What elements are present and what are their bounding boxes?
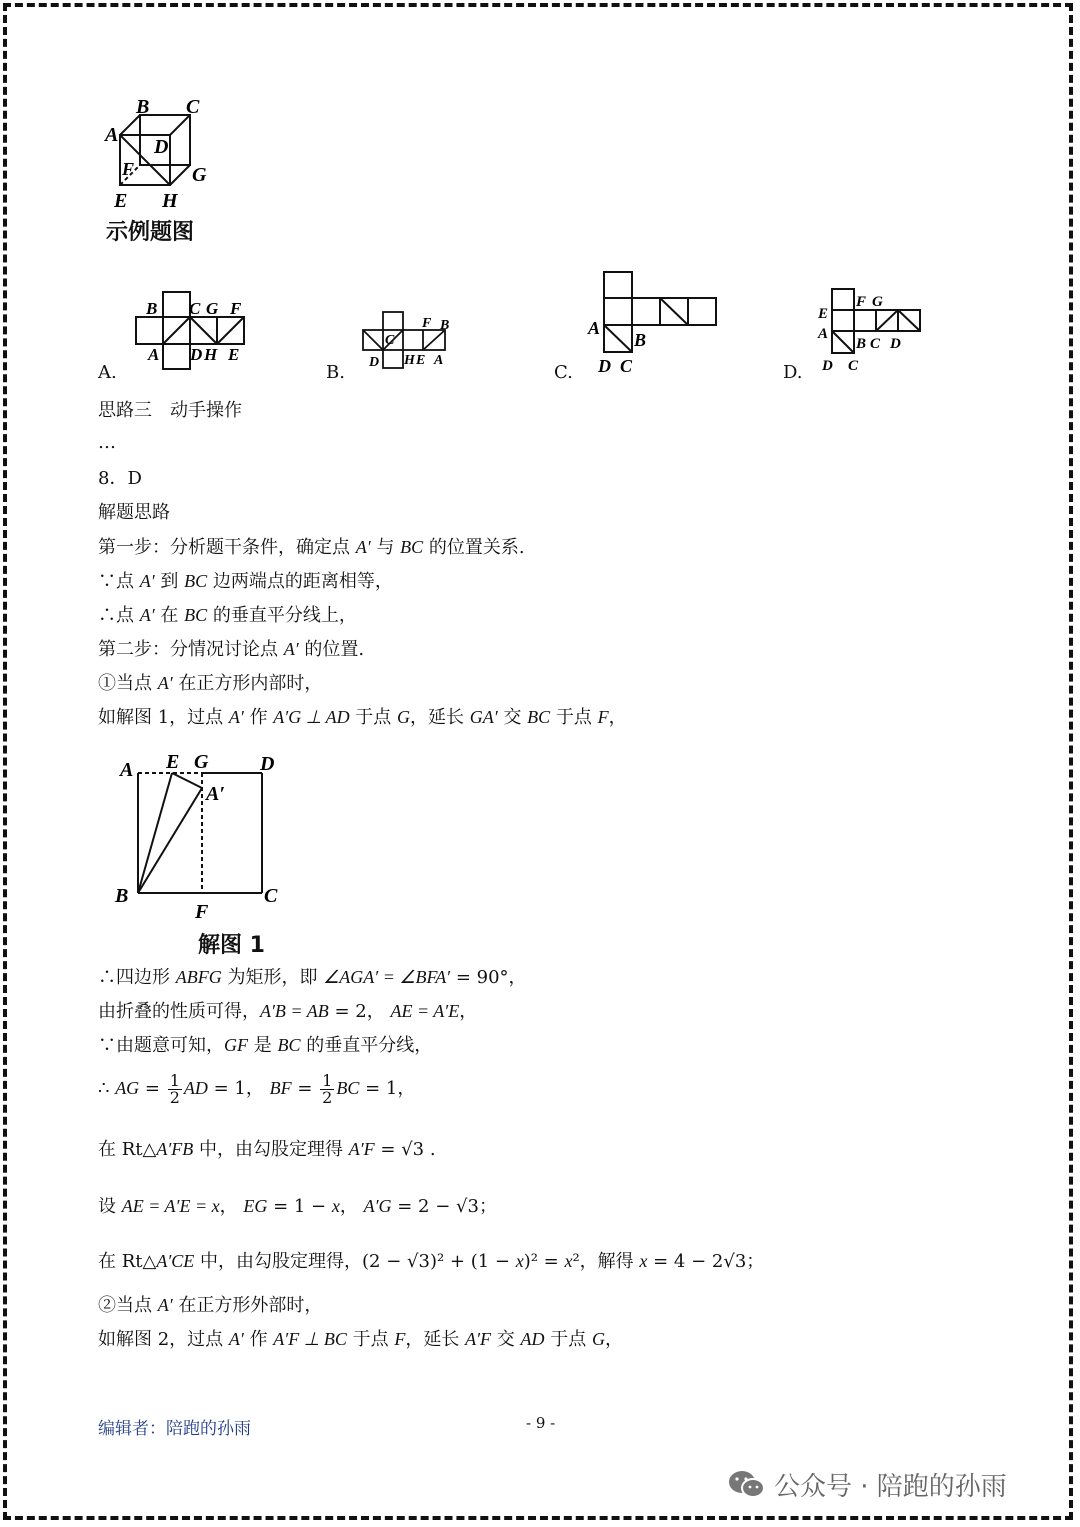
option-d-net [814,286,929,376]
net-d-label-c: C [870,336,881,352]
option-a-label: A. [98,362,117,383]
net-a-label-e: E [228,345,240,364]
cube-label-a: A [105,124,119,146]
fold-property-line: 由折叠的性质可得，A′B = AB = 2， AE = A′E， [98,1001,478,1022]
therefore-line: ∴点 A′ 在 BC 的垂直平分线上， [98,605,357,626]
option-c-label: C. [554,362,573,383]
net-d-label-e: E [818,306,829,322]
case1-line: ①当点 A′ 在正方形内部时， [98,673,323,694]
construction1-line: 如解图 1，过点 A′ 作 A′G ⊥ AD 于点 G，延长 GA′ 交 BC 于点 F， [98,707,627,728]
watermark-text: 公众号 · 陪跑的孙雨 [774,1472,1007,1502]
fig1-label-a-prime: A′ [206,783,225,805]
bisector-line: ∵由题意可知，GF 是 BC 的垂直平分线， [98,1035,433,1056]
net-b-label-c: C [385,333,395,348]
net-d-label-d2: D [890,336,901,352]
wechat-icon [728,1469,766,1501]
net-a-label-g: G [206,299,219,318]
fraction-half-1: $\frac{1}{2}$ [169,1070,180,1107]
fig1-caption: 解图 1 [198,933,265,958]
let-x-line: 设 AE = A′E = x， EG = 1 − x， A′G = 2 − √3； [98,1196,497,1217]
net-a-label-f: F [230,299,242,318]
net-c-label-c: C [620,356,633,376]
fraction-half-2: $\frac{1}{2}$ [322,1070,333,1107]
fig1-label-a: A [120,759,134,781]
option-b-label: B. [326,362,345,383]
step2-line: 第二步：分情况讨论点 A′ 的位置. [98,639,365,660]
net-a-label-c: C [189,299,201,318]
net-a-label-d: D [190,345,203,364]
pythagoras-line-2: 在 Rt△A′CE 中，由勾股定理得，(2 − √3)² + (1 − x)² = x²，解得 x = 4 − 2√3； [98,1251,765,1272]
example-caption: 示例题图 [106,220,195,245]
page-number: - 9 - [526,1414,556,1432]
solution-figure-1 [110,748,290,923]
fig1-label-c: C [264,885,278,907]
fig1-label-d: D [260,753,275,775]
fig1-label-e: E [166,751,180,773]
fig1-label-b: B [115,885,129,907]
net-d-label-g: G [872,294,883,310]
net-a-label-h: H [204,345,218,364]
step1-line: 第一步：分析题干条件，确定点 A′ 与 BC 的位置关系. [98,537,525,558]
cube-label-g: G [192,164,207,186]
net-d-label-d: D [822,358,833,374]
cube-label-f: F [122,159,135,179]
fig1-label-f: F [195,901,209,923]
net-b-label-d: D [369,355,380,370]
half-length-line: ∴ AG = $\frac{1}{2}$ AD = 1， BF = $\frac{1}{2}$ BC = 1， [98,1070,416,1107]
net-c-label-b: B [634,330,647,350]
example-cube-figure [100,95,215,215]
option-c-net [586,268,721,378]
net-c-label-d: D [598,356,611,376]
net-a-label-a: A [148,345,160,364]
net-b-label-e: E [416,353,426,368]
net-b-label-f: F [422,316,432,331]
net-b-label-a: A [434,353,444,368]
net-d-label-b: B [856,336,867,352]
option-d-label: D. [783,362,803,383]
option-a-net [132,290,252,370]
net-d-label-c2: C [848,358,859,374]
net-b-label-h: H [404,353,415,368]
watermark [728,1466,1007,1503]
text-line-1: 思路三 动手操作 [98,400,242,421]
construction2-line: 如解图 2，过点 A′ 作 A′F ⊥ BC 于点 F，延长 A′F 交 AD 于点 G， [98,1329,623,1350]
cube-label-e: E [114,190,128,212]
net-b-label-b: B [440,318,450,333]
rectangle-line: ∴四边形 ABFG 为矩形，即 ∠AGA′ = ∠BFA′ = 90°， [98,967,527,988]
option-b-net [360,310,455,370]
cube-label-h: H [162,190,178,212]
pythagoras-line-1: 在 Rt△A′FB 中，由勾股定理得 A′F = √3 . [98,1139,436,1160]
fig1-label-g: G [194,751,209,773]
text-line-ellipsis: … [98,432,116,453]
net-d-label-a: A [818,326,829,342]
answer-line: 8．D [98,468,142,489]
case2-line: ②当点 A′ 在正方形外部时， [98,1295,323,1316]
net-c-label-a: A [588,318,601,338]
net-a-label-b: B [146,299,158,318]
net-d-label-f: F [856,294,867,310]
cube-label-b: B [136,96,150,118]
cube-label-c: C [186,96,200,118]
cube-label-d: D [154,136,169,158]
solution-heading: 解题思路 [98,502,170,523]
footer-editor: 编辑者：陪跑的孙雨 [98,1419,251,1439]
because-line: ∵点 A′ 到 BC 边两端点的距离相等， [98,571,393,592]
